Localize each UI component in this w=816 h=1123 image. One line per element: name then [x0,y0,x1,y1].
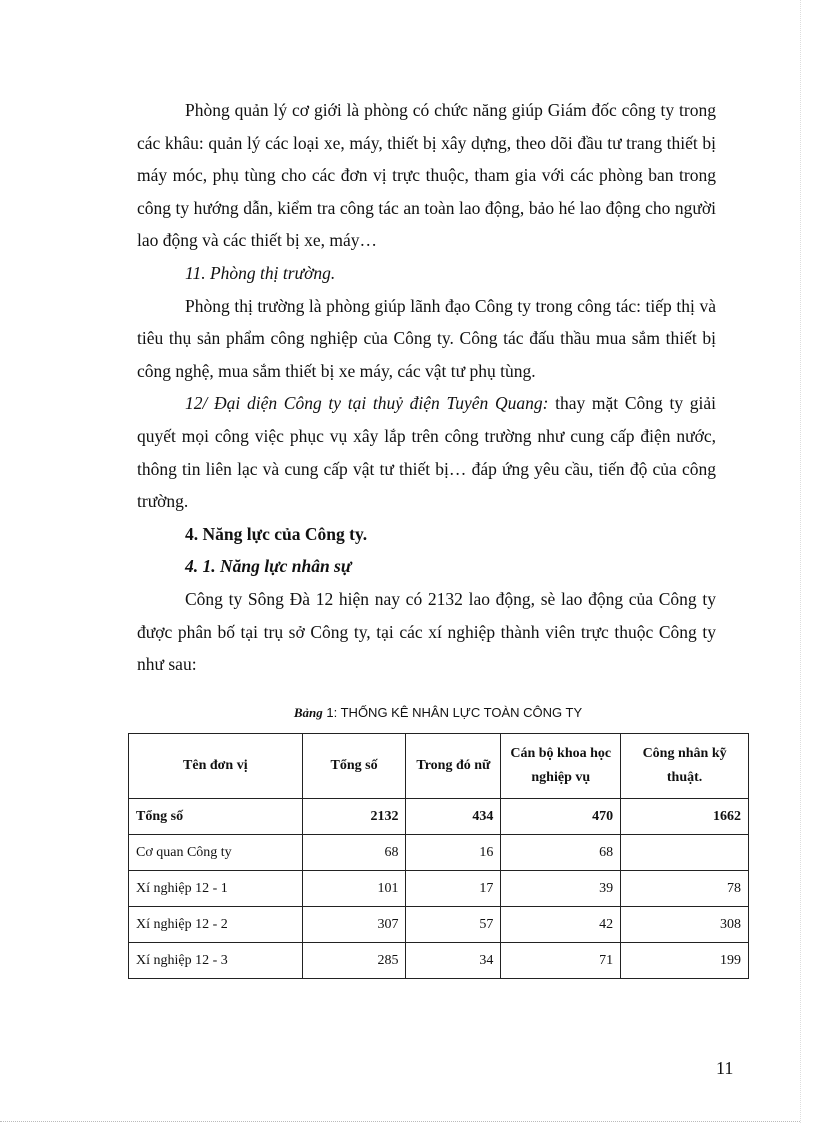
table-cell: 2132 [302,799,406,835]
page-bottom-divider [0,1121,800,1122]
body-text [137,94,716,681]
header-unit-name: Tên đơn vị [129,734,303,799]
header-professional-staff: Cán bộ khoa học nghiệp vụ [501,734,621,799]
table-cell: 1662 [621,799,749,835]
section-heading-capacity: 4. Năng lực của Công ty. [185,523,368,544]
staff-statistics-table [128,733,749,979]
page-right-divider [800,0,801,1123]
table-cell: 68 [501,835,621,871]
table-cell: 71 [501,943,621,979]
table-cell: 78 [621,871,749,907]
page-number: 11 [716,1058,734,1078]
table-cell: 307 [302,907,406,943]
table-cell: 34 [406,943,501,979]
table-cell: 68 [302,835,406,871]
paragraph-mechanization-dept: Phòng quản lý cơ giới là phòng có chức năng giúp Giám đốc công ty trong các khâu: quản lý các loại xe, máy, thiết bị xây dựng, theo dõi đầu tư trang thiết bị máy móc, phụ tùng cho các đơn vị trực thuộc, tham gia với các phòng ban trong công ty hướng dẫn, kiểm tra công tác an toàn lao động, bảo hé lao động cho người lao động và các thiết bị xe, máy… [137,100,716,251]
table-cell: 39 [501,871,621,907]
table-cell: Xí nghiệp 12 - 1 [129,871,303,907]
table-cell: 308 [621,907,749,943]
table-cell: Xí nghiệp 12 - 2 [129,907,303,943]
table-cell: 470 [501,799,621,835]
table-cell [621,835,749,871]
header-total: Tổng số [302,734,406,799]
table-cell: 434 [406,799,501,835]
table-row [129,943,749,979]
table-cell: 17 [406,871,501,907]
table-row [129,799,749,835]
section-market-dept-heading: 11. Phòng thị trường. [185,262,336,283]
paragraph-personnel-summary: Công ty Sông Đà 12 hiện nay có 2132 lao động, sè lao động của Công ty được phân bố tại trụ sở Công ty, tại các xí nghiệp thành viên trực thuộc Công ty như sau: [137,588,716,675]
table-row [129,871,749,907]
subsection-heading-personnel: 4. 1. Năng lực nhân sự [185,556,352,577]
table-cell: 101 [302,871,406,907]
table-header-row [129,734,749,799]
table-cell: 57 [406,907,501,943]
paragraph-tuyen-quang-office: 12/ Đại diện Công ty tại thuỷ điện Tuyên Quang: thay mặt Công ty giải quyết mọi công việc phục vụ xây lắp trên công trường như cung cấp điện nước, thông tin liên lạc và cung cấp vật tư thiết bị… đáp ứng yêu cầu, tiến độ của công trường. [137,393,716,512]
table-cell: 42 [501,907,621,943]
table-cell: 199 [621,943,749,979]
paragraph-market-dept: Phòng thị trường là phòng giúp lãnh đạo Công ty trong công tác: tiếp thị và tiêu thụ sản phẩm công nghiệp của Công ty. Công tác đấu thầu mua sắm thiết bị công nghệ, mua sắm thiết bị xe máy, các vật tư phụ tùng. [137,295,716,381]
table-cell: 16 [406,835,501,871]
table-row [129,835,749,871]
table-cell: Tổng số [129,799,303,835]
table-caption: Bảng 1: THỐNG KÊ NHÂN LỰC TOÀN CÔNG TY [293,705,583,720]
table-row [129,907,749,943]
table-cell: Cơ quan Công ty [129,835,303,871]
paragraph-lead-in: 12/ Đại diện Công ty tại thuỷ điện Tuyên Quang: [185,393,549,414]
header-technical-workers: Công nhân kỹ thuật. [621,734,749,799]
table-cell: Xí nghiệp 12 - 3 [129,943,303,979]
header-female: Trong đó nữ [406,734,501,799]
table-cell: 285 [302,943,406,979]
